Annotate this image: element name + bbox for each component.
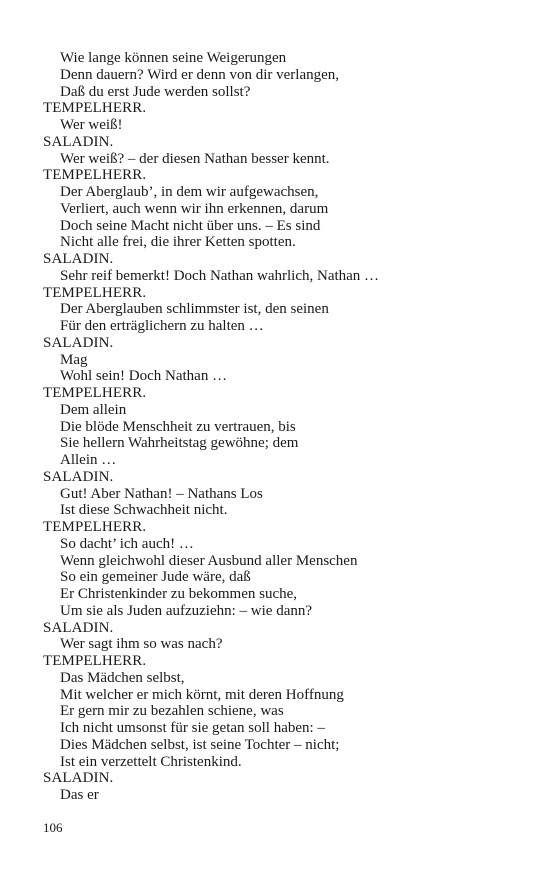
speaker-name: SALADIN. <box>43 334 114 351</box>
verse-line: Wenn gleichwohl dieser Ausbund aller Menschen <box>60 552 358 569</box>
verse-line: Die blöde Menschheit zu vertrauen, bis <box>60 418 296 435</box>
verse-line: Ist ein verzettelt Christenkind. <box>60 753 242 770</box>
verse-line: Mit welcher er mich körnt, mit deren Hoffnung <box>60 686 344 703</box>
verse-line: Er gern mir zu bezahlen schiene, was <box>60 703 284 720</box>
verse-line: Wie lange können seine Weigerungen <box>60 50 287 66</box>
verse-line: Er Christenkinder zu bekommen suche, <box>60 586 298 602</box>
speaker-name: TEMPELHERR. <box>43 167 147 184</box>
verse-line: Denn dauern? Wird er denn von dir verlangen, <box>60 66 340 83</box>
speaker-name: TEMPELHERR. <box>43 100 147 117</box>
verse-line: Für den erträglichern zu halten … <box>60 318 264 334</box>
verse-line: Nicht alle frei, die ihrer Ketten spotten. <box>60 234 296 251</box>
verse-line: Gut! Aber Nathan! – Nathans Los <box>60 485 263 502</box>
speaker-name: SALADIN. <box>43 619 114 636</box>
verse-line: So ein gemeiner Jude wäre, daß <box>60 569 251 586</box>
verse-line: Sie hellern Wahrheitstag gewöhne; dem <box>60 435 299 452</box>
verse-line: Wer weiß! <box>60 117 123 133</box>
dialogue-text <box>43 50 513 804</box>
speaker-name: TEMPELHERR. <box>43 519 147 535</box>
speaker-name: TEMPELHERR. <box>43 385 147 401</box>
verse-line: Doch seine Macht nicht über uns. – Es sind <box>60 217 321 234</box>
speaker-name: SALADIN. <box>43 133 114 150</box>
verse-line: Der Aberglauben schlimmster ist, den seinen <box>60 301 329 318</box>
verse-line: Wohl sein! Doch Nathan … <box>60 368 228 385</box>
speaker-name: TEMPELHERR. <box>43 653 147 669</box>
speaker-name: SALADIN. <box>43 468 114 485</box>
speaker-name: TEMPELHERR. <box>43 284 147 301</box>
verse-line: Dem allein <box>60 401 127 418</box>
verse-line: Wer sagt ihm so was nach? <box>60 636 223 653</box>
page-number: 106 <box>43 820 63 835</box>
verse-line: Das Mädchen selbst, <box>60 669 185 686</box>
verse-line: Wer weiß? – der diesen Nathan besser kennt. <box>60 150 330 167</box>
speaker-name: SALADIN. <box>43 251 114 267</box>
speaker-name: SALADIN. <box>43 770 114 787</box>
verse-line: Allein … <box>60 452 117 468</box>
verse-line: Daß du erst Jude werden sollst? <box>60 83 251 100</box>
verse-line: Das er <box>60 787 99 803</box>
verse-line: Sehr reif bemerkt! Doch Nathan wahrlich, Nathan … <box>60 267 380 284</box>
verse-line: Um sie als Juden aufzuziehn: – wie dann? <box>60 602 313 619</box>
verse-line: So dacht’ ich auch! … <box>60 535 194 552</box>
verse-line: Dies Mädchen selbst, ist seine Tochter – nicht; <box>60 736 340 753</box>
verse-line: Ist diese Schwachheit nicht. <box>60 502 228 519</box>
verse-line: Mag <box>60 351 88 368</box>
verse-line: Verliert, auch wenn wir ihn erkennen, darum <box>60 200 329 217</box>
verse-line: Der Aberglaub’, in dem wir aufgewachsen, <box>60 184 319 200</box>
verse-line: Ich nicht umsonst für sie getan soll haben: – <box>60 720 325 736</box>
